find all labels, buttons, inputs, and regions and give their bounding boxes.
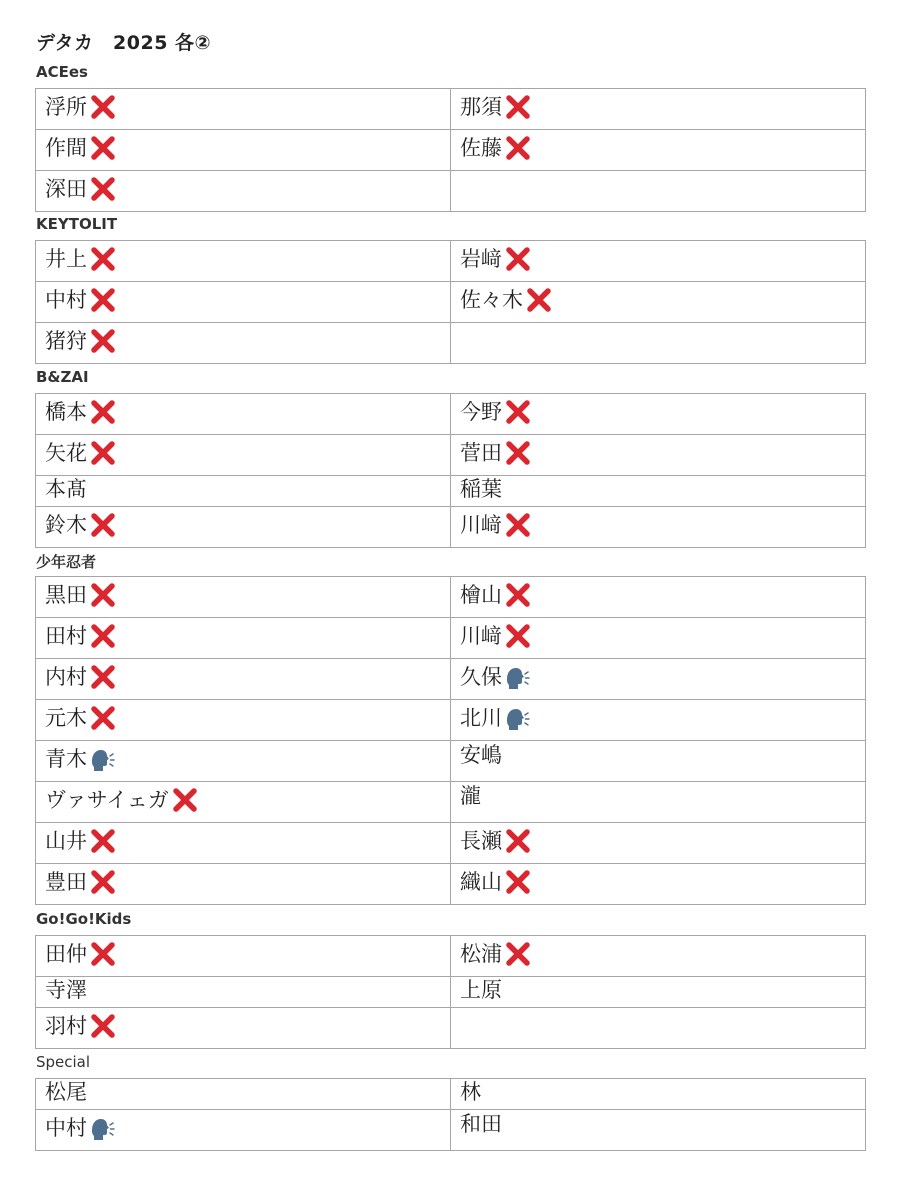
group-table — [35, 88, 866, 212]
member-name: 矢花 — [45, 441, 87, 465]
member-cell — [36, 977, 451, 1008]
table-row — [36, 700, 866, 741]
table-row — [36, 241, 866, 282]
cross-mark — [524, 285, 554, 315]
member-name: 瀧 — [460, 784, 481, 808]
member-cell — [451, 130, 866, 171]
member-name: 安嶋 — [460, 743, 502, 767]
member-cell — [451, 507, 866, 548]
member-name: 中村 — [45, 1116, 87, 1140]
member-cell — [451, 782, 866, 823]
member-name: 今野 — [460, 400, 502, 424]
member-name: 作間 — [45, 136, 87, 160]
cross-mark — [170, 785, 200, 815]
cross-mark — [88, 867, 118, 897]
member-name: 浮所 — [45, 95, 87, 119]
cross-mark-icon — [88, 92, 118, 122]
cross-mark-icon — [88, 133, 118, 163]
member-name: 羽村 — [45, 1014, 87, 1038]
member-cell — [36, 435, 451, 476]
member-cell — [36, 700, 451, 741]
table-row — [36, 89, 866, 130]
speaking-head-icon — [88, 747, 116, 775]
member-name: 井上 — [45, 247, 87, 271]
member-cell — [451, 171, 866, 212]
member-name: 豊田 — [45, 870, 87, 894]
speaking-head-icon — [88, 1116, 116, 1144]
member-cell — [451, 394, 866, 435]
speaking-mark — [503, 662, 533, 692]
member-cell — [36, 282, 451, 323]
cross-mark-icon — [88, 621, 118, 651]
group-label: KEYTOLIT — [36, 215, 118, 233]
member-name: 林 — [460, 1080, 481, 1104]
member-name: 織山 — [460, 870, 502, 894]
member-cell — [451, 618, 866, 659]
member-name: ヴァサイェガ — [45, 788, 169, 812]
member-name: 佐藤 — [460, 136, 502, 160]
table-row — [36, 476, 866, 507]
member-name: 青木 — [45, 747, 87, 771]
table-row — [36, 282, 866, 323]
table-row — [36, 1008, 866, 1049]
cross-mark-icon — [503, 510, 533, 540]
cross-mark — [503, 397, 533, 427]
member-cell — [36, 241, 451, 282]
member-cell — [451, 936, 866, 977]
speaking-mark — [88, 744, 118, 774]
member-cell — [451, 659, 866, 700]
cross-mark-icon — [503, 867, 533, 897]
table-row — [36, 936, 866, 977]
cross-mark-icon — [88, 326, 118, 356]
member-cell — [451, 476, 866, 507]
member-name: 檜山 — [460, 583, 502, 607]
cross-mark — [88, 438, 118, 468]
cross-mark-icon — [88, 174, 118, 204]
group-table — [35, 1078, 866, 1151]
table-row — [36, 171, 866, 212]
member-name: 田仲 — [45, 942, 87, 966]
cross-mark — [503, 621, 533, 651]
table-row — [36, 1079, 866, 1110]
member-cell — [36, 171, 451, 212]
group-table — [35, 935, 866, 1049]
member-cell — [36, 659, 451, 700]
member-name: 川﨑 — [460, 624, 502, 648]
group-label: Special — [36, 1053, 91, 1071]
member-name: 田村 — [45, 624, 87, 648]
cross-mark — [503, 438, 533, 468]
member-name: 那須 — [460, 95, 502, 119]
member-cell — [36, 476, 451, 507]
member-cell — [36, 130, 451, 171]
member-cell — [36, 782, 451, 823]
member-name: 寺澤 — [45, 978, 87, 1002]
cross-mark — [88, 397, 118, 427]
table-row — [36, 977, 866, 1008]
member-name: 内村 — [45, 665, 87, 689]
member-name: 黒田 — [45, 583, 87, 607]
table-row — [36, 130, 866, 171]
group-table — [35, 240, 866, 364]
cross-mark — [88, 662, 118, 692]
cross-mark-icon — [88, 397, 118, 427]
group-table — [35, 576, 866, 905]
member-cell — [36, 864, 451, 905]
cross-mark — [88, 510, 118, 540]
cross-mark — [503, 244, 533, 274]
cross-mark-icon — [503, 133, 533, 163]
cross-mark-icon — [524, 285, 554, 315]
member-cell — [36, 394, 451, 435]
speaking-mark — [88, 1113, 118, 1143]
member-cell — [451, 323, 866, 364]
member-name: 上原 — [460, 978, 502, 1002]
member-name: 和田 — [460, 1112, 502, 1136]
cross-mark — [88, 285, 118, 315]
cross-mark — [503, 939, 533, 969]
member-name: 菅田 — [460, 441, 502, 465]
cross-mark-icon — [88, 438, 118, 468]
member-cell — [451, 282, 866, 323]
cross-mark-icon — [88, 244, 118, 274]
cross-mark-icon — [503, 621, 533, 651]
table-row — [36, 577, 866, 618]
member-cell — [451, 1110, 866, 1151]
member-name: 北川 — [460, 706, 502, 730]
cross-mark-icon — [503, 826, 533, 856]
table-row — [36, 823, 866, 864]
member-name: 久保 — [460, 665, 502, 689]
member-cell — [451, 241, 866, 282]
member-cell — [36, 323, 451, 364]
member-cell — [36, 1079, 451, 1110]
cross-mark-icon — [503, 438, 533, 468]
cross-mark-icon — [88, 510, 118, 540]
member-cell — [36, 823, 451, 864]
member-cell — [451, 1008, 866, 1049]
table-row — [36, 782, 866, 823]
table-row — [36, 1110, 866, 1151]
member-cell — [451, 977, 866, 1008]
cross-mark — [503, 133, 533, 163]
cross-mark-icon — [88, 1011, 118, 1041]
cross-mark — [503, 826, 533, 856]
table-row — [36, 618, 866, 659]
member-cell — [36, 89, 451, 130]
member-cell — [451, 823, 866, 864]
member-name: 深田 — [45, 177, 87, 201]
member-name: 川﨑 — [460, 513, 502, 537]
cross-mark-icon — [88, 285, 118, 315]
cross-mark-icon — [503, 92, 533, 122]
cross-mark — [503, 92, 533, 122]
member-name: 中村 — [45, 288, 87, 312]
member-cell — [451, 1079, 866, 1110]
cross-mark — [88, 703, 118, 733]
cross-mark — [88, 826, 118, 856]
group-label: B&ZAI — [36, 368, 89, 386]
member-name: 橋本 — [45, 400, 87, 424]
member-name: 佐々木 — [460, 288, 523, 312]
table-row — [36, 435, 866, 476]
member-cell — [36, 618, 451, 659]
member-cell — [36, 1008, 451, 1049]
cross-mark-icon — [170, 785, 200, 815]
speaking-head-icon — [503, 665, 531, 693]
member-cell — [451, 700, 866, 741]
cross-mark-icon — [88, 662, 118, 692]
member-cell — [451, 577, 866, 618]
cross-mark-icon — [88, 867, 118, 897]
member-name: 本髙 — [45, 477, 87, 501]
member-name: 猪狩 — [45, 329, 87, 353]
member-name: 松尾 — [45, 1080, 87, 1104]
cross-mark-icon — [88, 939, 118, 969]
cross-mark — [503, 580, 533, 610]
table-row — [36, 741, 866, 782]
member-name: 長瀬 — [460, 829, 502, 853]
member-cell — [36, 507, 451, 548]
table-row — [36, 659, 866, 700]
cross-mark — [88, 1011, 118, 1041]
member-cell — [36, 936, 451, 977]
table-row — [36, 507, 866, 548]
member-name: 松浦 — [460, 942, 502, 966]
member-name: 稲葉 — [460, 477, 502, 501]
cross-mark-icon — [503, 397, 533, 427]
table-row — [36, 394, 866, 435]
speaking-head-icon — [503, 706, 531, 734]
cross-mark-icon — [503, 580, 533, 610]
cross-mark — [503, 867, 533, 897]
group-label: 少年忍者 — [36, 553, 97, 571]
group-table — [35, 393, 866, 548]
cross-mark-icon — [88, 703, 118, 733]
cross-mark — [88, 621, 118, 651]
member-cell — [451, 435, 866, 476]
member-cell — [451, 89, 866, 130]
table-row — [36, 864, 866, 905]
cross-mark-icon — [88, 826, 118, 856]
speaking-mark — [503, 703, 533, 733]
group-label: ACEes — [36, 63, 88, 81]
member-cell — [36, 577, 451, 618]
member-cell — [451, 741, 866, 782]
cross-mark-icon — [88, 580, 118, 610]
member-name: 岩﨑 — [460, 247, 502, 271]
group-label: Go!Go!Kids — [36, 910, 132, 928]
cross-mark — [88, 92, 118, 122]
page-title: デタカ 2025 各② — [36, 32, 212, 54]
member-name: 鈴木 — [45, 513, 87, 537]
cross-mark-icon — [503, 939, 533, 969]
member-cell — [36, 741, 451, 782]
cross-mark — [88, 580, 118, 610]
cross-mark — [88, 133, 118, 163]
member-cell — [36, 1110, 451, 1151]
member-name: 山井 — [45, 829, 87, 853]
cross-mark — [88, 326, 118, 356]
cross-mark — [88, 174, 118, 204]
table-row — [36, 323, 866, 364]
cross-mark — [88, 244, 118, 274]
member-cell — [451, 864, 866, 905]
cross-mark-icon — [503, 244, 533, 274]
cross-mark — [503, 510, 533, 540]
cross-mark — [88, 939, 118, 969]
member-name: 元木 — [45, 706, 87, 730]
